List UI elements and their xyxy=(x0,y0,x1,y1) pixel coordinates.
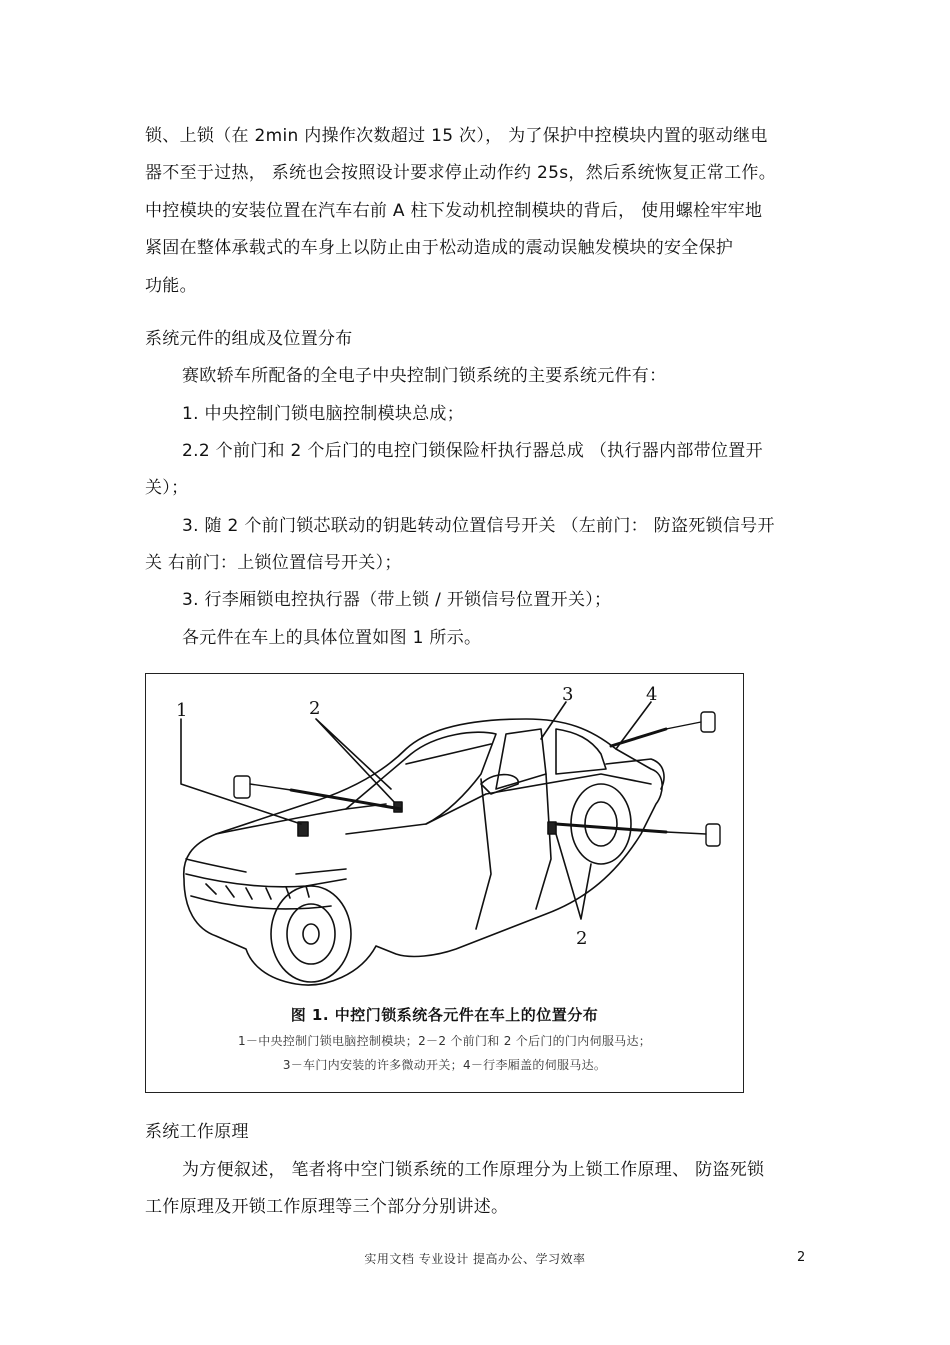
figure-caption-line: 3－车门内安装的许多微动开关；4－行李厢盖的伺服马达。 xyxy=(282,1058,607,1072)
paragraph-line: 功能。 xyxy=(145,276,197,296)
paragraph-line: 中控模块的安装位置在汽车右前 A 柱下发动机控制模块的背后， 使用螺栓牢牢地 xyxy=(145,201,763,221)
list-item-continued: 关）； xyxy=(145,478,189,498)
paragraph-line: 紧固在整体承载式的车身上以防止由于松动造成的震动误触发模块的安全保护 xyxy=(145,238,734,258)
list-item: 3. 行李厢锁电控执行器（带上锁 / 开锁信号位置开关）； xyxy=(182,590,612,610)
callout-2-top: 2 xyxy=(309,698,321,719)
figure-caption-line: 1－中央控制门锁电脑控制模块；2－2 个前门和 2 个后门的门内伺服马达； xyxy=(237,1034,652,1048)
list-item: 2.2 个前门和 2 个后门的电控门锁保险杆执行器总成 （执行器内部带位置开 xyxy=(182,441,763,461)
list-item: 1. 中央控制门锁电脑控制模块总成； xyxy=(182,404,465,424)
paragraph-line: 为方便叙述， 笔者将中空门锁系统的工作原理分为上锁工作原理、 防盗死锁 xyxy=(182,1160,765,1180)
car-illustration xyxy=(146,674,742,994)
paragraph-line: 赛欧轿车所配备的全电子中央控制门锁系统的主要系统元件有： xyxy=(182,366,667,386)
callout-2-bottom: 2 xyxy=(576,928,588,949)
callout-3: 3 xyxy=(562,684,574,705)
paragraph-line: 器不至于过热， 系统也会按照设计要求停止动作约 25s，然后系统恢复正常工作。 xyxy=(145,163,776,183)
section-heading: 系统工作原理 xyxy=(145,1122,249,1142)
page-footer: 实用文档 专业设计 提高办公、学习效率 xyxy=(364,1252,586,1266)
callout-4: 4 xyxy=(646,684,658,705)
paragraph-line: 锁、上锁（在 2min 内操作次数超过 15 次）， 为了保护中控模块内置的驱动继电 xyxy=(145,126,768,146)
list-item-continued: 关 右前门：上锁位置信号开关）； xyxy=(145,553,402,573)
figure-reference: 各元件在车上的具体位置如图 1 所示。 xyxy=(182,628,482,648)
list-item: 3. 随 2 个前门锁芯联动的钥匙转动位置信号开关 （左前门： 防盗死锁信号开 xyxy=(182,516,775,536)
car-diagram-figure xyxy=(145,673,744,1093)
paragraph-line: 工作原理及开锁工作原理等三个部分分别讲述。 xyxy=(145,1197,509,1217)
section-heading: 系统元件的组成及位置分布 xyxy=(145,329,353,349)
page-number: 2 xyxy=(797,1250,806,1265)
figure-caption-title: 图 1. 中控门锁系统各元件在车上的位置分布 xyxy=(290,1006,599,1024)
callout-1: 1 xyxy=(176,700,188,721)
